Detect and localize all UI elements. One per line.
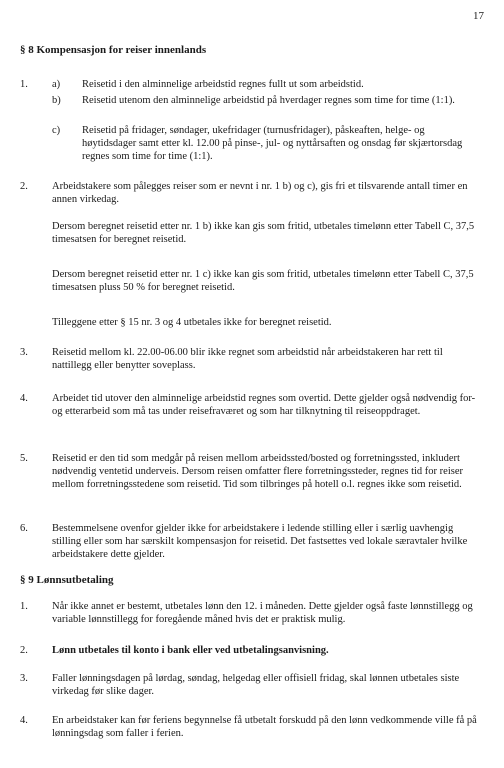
section-8-item-5 [20, 452, 480, 491]
item-number: 5. [20, 453, 28, 464]
item-text: Reisetid mellom kl. 22.00-06.00 blir ikke regnet som arbeidstid når arbeidstakeren har rett til nattillegg eller benytter soveplass. [52, 347, 443, 371]
sub-item-letter: b) [52, 95, 61, 106]
item-number: 3. [20, 673, 28, 684]
section-8-item-6 [20, 522, 480, 561]
sub-item-c [52, 124, 480, 163]
section-9-item-1 [20, 600, 480, 626]
item-text: Lønn utbetales til konto i bank eller ved utbetalingsanvisning. [52, 645, 329, 656]
item-number: 3. [20, 347, 28, 358]
item-text: En arbeidstaker kan før feriens begynnelse få utbetalt forskudd på den lønn vedkommende ville få på lønningsdag som faller i ferien. [52, 715, 477, 739]
sub-item-letter: c) [52, 125, 61, 136]
item-text: Når ikke annet er bestemt, utbetales lønn den 12. i måneden. Dette gjelder også faste lønnstillegg og variable lønnstillegg for foregående måned hvis det er praktisk mulig. [52, 601, 473, 625]
item-number: 4. [20, 393, 28, 404]
sub-item-text: Reisetid på fridager, søndager, ukefridager (turnusfridager), påskeaften, helge- og høytidsdager samt etter kl. 12.00 på pinse-, jul- og nyttårsaften og onsdag før skjærtorsdag regnes som time for time (1:1). [82, 125, 463, 162]
sub-item-text: Reisetid i den alminnelige arbeidstid regnes fullt ut som arbeidstid. [82, 79, 364, 90]
section-9-item-4 [20, 714, 480, 740]
sub-item-a [52, 78, 480, 91]
item-2-paragraph-2: Dersom beregnet reisetid etter nr. 1 c) ikke kan gis som fritid, utbetales timelønn etter Tabell C, 37,5 timesatsen pluss 50 % for beregnet reisetid. [52, 269, 474, 293]
item-text: Reisetid er den tid som medgår på reisen mellom arbeidssted/bosted og forretningssted, inkludert nødvendig ventetid underveis. Dersom reisen omfatter flere forretningssteder, regnes tid for reiser mellom forretningsstedene som reisetid. Tid som tilbringes på hotell o.l. regnes ikke som reisetid. [52, 453, 463, 490]
item-text: Arbeidstakere som pålegges reiser som er nevnt i nr. 1 b) og c), gis fri et tilsvarende antall timer en annen virkedag. [52, 181, 468, 205]
section-9-item-2 [20, 644, 480, 657]
page-number: 17 [473, 10, 484, 22]
item-text: Arbeidet tid utover den alminnelige arbeidstid regnes som overtid. Dette gjelder også nødvendig for- og etterarbeid som må tas under reisefraværet og som har tilknytning til reiseoppdraget. [52, 393, 476, 417]
item-2-paragraph-3: Tilleggene etter § 15 nr. 3 og 4 utbetales ikke for beregnet reisetid. [52, 317, 332, 328]
item-number: 1. [20, 79, 28, 90]
sub-item-text: Reisetid utenom den alminnelige arbeidstid på hverdager regnes som time for time (1:1). [82, 95, 455, 106]
section-8-item-2 [20, 180, 480, 206]
section-8-item-4 [20, 392, 480, 418]
item-number: 4. [20, 715, 28, 726]
sub-item-letter: a) [52, 79, 61, 90]
item-number: 6. [20, 523, 28, 534]
item-2-paragraph-1: Dersom beregnet reisetid etter nr. 1 b) ikke kan gis som fritid, utbetales timelønn etter Tabell C, 37,5 timesatsen for beregnet reisetid. [52, 221, 475, 245]
section-9-title: § 9 Lønnsutbetaling [20, 574, 114, 586]
sub-item-b [52, 94, 480, 107]
item-number: 2. [20, 181, 28, 192]
section-8-title: § 8 Kompensasjon for reiser innenlands [20, 44, 207, 56]
item-number: 1. [20, 601, 28, 612]
item-text: Bestemmelsene ovenfor gjelder ikke for arbeidstakere i ledende stilling eller i særlig uavhengig stilling eller som har særskilt kompensasjon for reisetid. Det fastsettes ved lokale særavtaler hvilke arbeidstakere dette gjelder. [52, 523, 468, 560]
item-text: Faller lønningsdagen på lørdag, søndag, helgedag eller offisiell fridag, skal lønnen utbetales siste virkedag før slike dager. [52, 673, 460, 697]
item-number: 2. [20, 645, 28, 656]
section-9-item-3 [20, 672, 480, 698]
section-8-item-3 [20, 346, 480, 372]
